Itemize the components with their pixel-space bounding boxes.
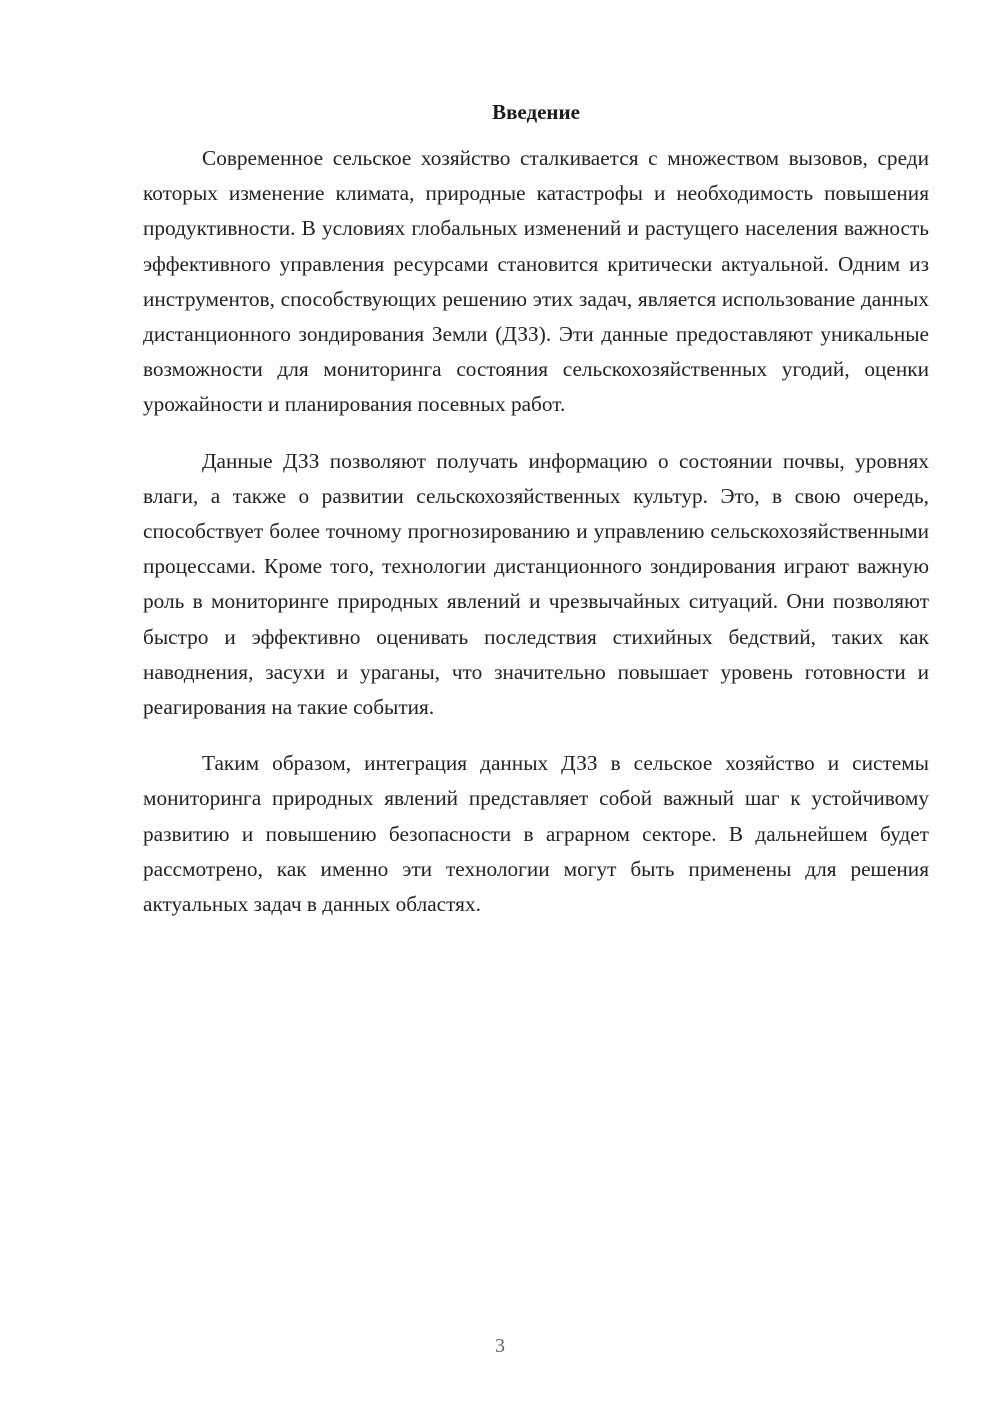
paragraph-3: Таким образом, интеграция данных ДЗЗ в сельское хозяйство и системы мониторинга природных явлений представляет собой важный шаг к устойчивому развитию и повышению безопасности в аграрном секторе. В дальнейшем будет рассмотрено, как именно эти технологии могут быть применены для решения актуальных задач в данных областях. [143, 751, 929, 917]
page-number: 3 [495, 1335, 505, 1357]
paragraph-1: Современное сельское хозяйство сталкивается с множеством вызовов, среди которых изменение климата, природные катастрофы и необходимость повышения продуктивности. В условиях глобальных изменений и растущего населения важность эффективного управления ресурсами становится критически актуальной. Одним из инструментов, способствующих решению этих задач, является использование данных дистанционного зондирования Земли (ДЗЗ). Эти данные предоставляют уникальные возможности для мониторинга состояния сельскохозяйственных угодий, оценки урожайности и планирования посевных работ. [143, 146, 929, 417]
paragraph-2: Данные ДЗЗ позволяют получать информацию о состоянии почвы, уровнях влаги, а также о развитии сельскохозяйственных культур. Это, в свою очередь, способствует более точному прогнозированию и управлению сельскохозяйственными процессами. Кроме того, технологии дистанционного зондирования играют важную роль в мониторинге природных явлений и чрезвычайных ситуаций. Они позволяют быстро и эффективно оценивать последствия стихийных бедствий, таких как наводнения, засухи и ураганы, что значительно повышает уровень готовности и реагирования на такие события. [143, 448, 929, 720]
body-text [143, 141, 929, 943]
section-heading: Введение [492, 100, 580, 124]
